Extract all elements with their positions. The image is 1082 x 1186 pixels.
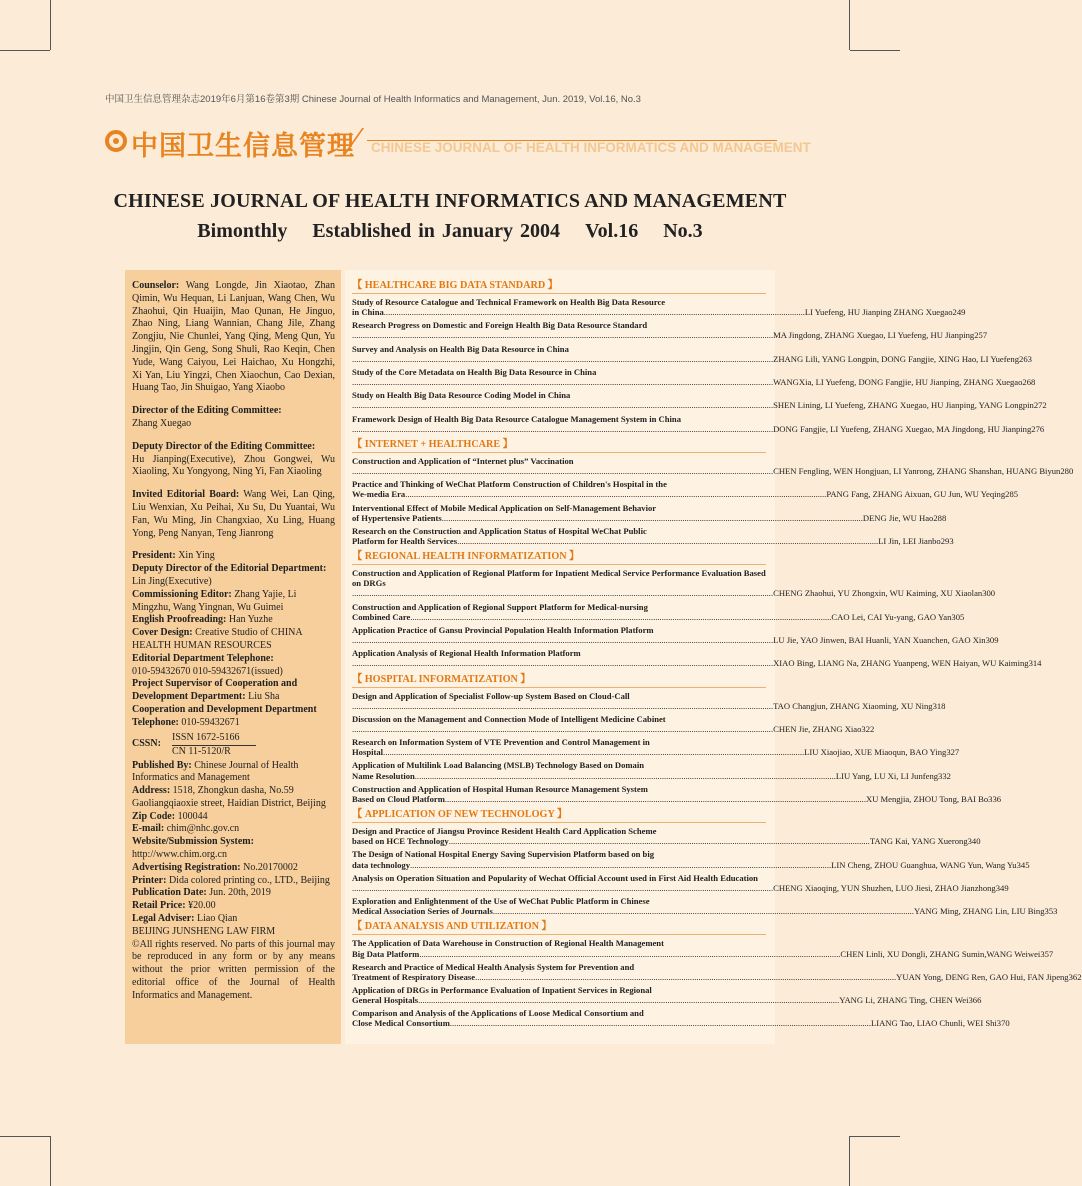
- article-byline: [352, 770, 951, 781]
- article-byline: [352, 377, 1036, 388]
- page-number: 293: [940, 535, 954, 546]
- article-title-tail[interactable]: Name Resolution: [352, 770, 415, 781]
- article-byline: [352, 1018, 1010, 1029]
- article-authors: CAO Lei, CAI Yu-yang, GAO Yan: [831, 611, 952, 622]
- crop-mark: [850, 50, 900, 51]
- toc-entry[interactable]: [352, 343, 1032, 364]
- toc-entry[interactable]: [352, 648, 1042, 669]
- toc-entry[interactable]: [352, 320, 988, 341]
- article-title-tail[interactable]: General Hospitals: [352, 995, 419, 1006]
- page-number: 370: [996, 1018, 1010, 1029]
- article-title[interactable]: Exploration and Enlightenment of the Use of WeChat Public Platform in Chinese: [352, 896, 650, 907]
- article-title[interactable]: Interventional Effect of Mobile Medical Application on Self-Management Behavior: [352, 502, 657, 513]
- toc-section-heading: 【 HEALTHCARE BIG DATA STANDARD 】: [352, 280, 766, 294]
- page-number: 336: [988, 793, 1002, 804]
- article-title[interactable]: Application of DRGs in Performance Evaluation of Inpatient Services in Regional: [352, 984, 652, 995]
- article-title-tail[interactable]: based on HCE Technology: [352, 836, 449, 847]
- toc-entry[interactable]: [352, 690, 946, 711]
- article-authors: CHEN Fengling, WEN Hongjuan, LI Yanrong, ZHANG Shanshan, HUANG Biyun: [773, 466, 1061, 477]
- page-number: 314: [1028, 658, 1042, 669]
- article-title[interactable]: Framework Design of Health Big Data Resource Catalogue Management System in China: [352, 413, 682, 424]
- article-authors: LI Jin, LEI Jianbo: [878, 535, 941, 546]
- article-title-tail[interactable]: Platform for Health Services: [352, 535, 458, 546]
- cooperation-telephone: Cooperation and Development Department Telephone: 010-59432671: [132, 703, 317, 728]
- cn-number: CN 11-5120/R: [172, 745, 256, 759]
- leader-dots: ....................................................................................................................................................................................................: [414, 770, 836, 781]
- running-head: 中国卫生信息管理杂志2019年6月第16卷第3期 Chinese Journal of Health Informatics and Management, Jun. 2019, Vol.16, No.3: [105, 94, 641, 105]
- crop-mark: [50, 1136, 51, 1186]
- article-authors: CHEN Jie, ZHANG Xiao: [773, 724, 862, 734]
- editorial-board: Invited Editorial Board: Wang Wei, Lan Qing, Liu Wenxian, Xu Peihai, Xu Su, Du Yuantai, Wu Fan, Wu Ming, Jin Changxiao, Xu Ling, Huang Yong, Peng Nanyan, Teng Jianrong: [132, 489, 336, 539]
- english-proofreading: English Proofreading: Han Yuzhe: [132, 614, 273, 626]
- leader-dots: ....................................................................................................................................................................................................: [410, 611, 832, 622]
- leader-dots: ....................................................................................................................................................................................................: [352, 353, 774, 364]
- article-byline: [352, 793, 1002, 804]
- article-title-tail[interactable]: Treatment of Respiratory Disease: [352, 971, 476, 982]
- article-authors: PANG Fang, ZHANG Aixuan, GU Jun, WU Yeqing: [826, 489, 1006, 500]
- article-byline: [352, 535, 954, 546]
- page-number: 263: [1019, 353, 1032, 364]
- page-number: 268: [1022, 377, 1036, 388]
- article-title-tail[interactable]: of Hypertensive Patients: [352, 512, 442, 523]
- leader-dots: ....................................................................................................................................................................................................: [457, 535, 879, 546]
- article-byline: [352, 995, 982, 1006]
- toc-entry[interactable]: [352, 826, 981, 847]
- leader-dots: ....................................................................................................................................................................................................: [405, 489, 827, 500]
- page-number: 362: [1068, 971, 1082, 982]
- established: Established in January 2004: [312, 220, 561, 242]
- article-byline: [352, 635, 999, 646]
- logo-chinese-name: 中国卫生信息管理: [131, 131, 355, 162]
- table-of-contents: [352, 280, 1082, 1029]
- website: Website/Submission System: http://www.chim.org.cn: [132, 836, 254, 861]
- article-title[interactable]: Survey and Analysis on Health Big Data Resource in China: [352, 343, 569, 354]
- toc-entry[interactable]: [352, 366, 1036, 388]
- article-authors: YUAN Yong, DENG Ren, GAO Hui, FAN Jipeng: [896, 971, 1069, 982]
- journal-subtitle: [0, 220, 900, 243]
- article-authors: LIANG Tao, LIAO Chunli, WEI Shi: [870, 1018, 997, 1029]
- leader-dots: ....................................................................................................................................................................................................: [352, 635, 774, 646]
- article-byline: [352, 700, 946, 711]
- toc-entry[interactable]: [352, 390, 1047, 411]
- leader-dots: ....................................................................................................................................................................................................: [352, 588, 774, 599]
- toc-section-heading: 【 HOSPITAL INFORMATIZATION 】: [352, 674, 766, 688]
- logo-mark-icon: [105, 130, 127, 152]
- toc-entry[interactable]: [352, 455, 1074, 477]
- printer: Printer: Dida colored printing co., LTD., Beijing: [132, 874, 330, 886]
- article-title[interactable]: Design and Practice of Jiangsu Province Resident Health Card Application Scheme: [352, 826, 657, 837]
- article-byline: [352, 948, 1054, 959]
- article-authors: ZHANG Lili, YANG Longpin, DONG Fangjie, XING Hao, LI Yuefeng: [773, 353, 1020, 364]
- page-number: 332: [938, 770, 951, 781]
- toc-entry[interactable]: [352, 737, 960, 758]
- leader-dots: ....................................................................................................................................................................................................: [352, 882, 774, 893]
- law-firm: BEIJING JUNSHENG LAW FIRM: [132, 925, 276, 937]
- article-authors: DENG Jie, WU Hao: [862, 512, 934, 523]
- article-authors: SHEN Lining, LI Yuefeng, ZHANG Xuegao, HU Jianping, YANG Longpin: [773, 400, 1034, 411]
- article-authors: YANG Ming, ZHANG Lin, LIU Bing: [913, 906, 1045, 917]
- article-title[interactable]: Practice and Thinking of WeChat Platform Construction of Children's Hospital in the: [352, 479, 667, 490]
- deputy-director: Deputy Director of the Editing Committee: Hu Jianping(Executive), Zhou Gongwei, Wu Xiaoling, Xu Yongyong, Ning Yi, Fan Xiaoling: [132, 440, 335, 478]
- article-title[interactable]: Construction and Application of Regional Platform for Inpatient Medical Service Performance Evaluation Based on DRGs: [352, 568, 766, 589]
- leader-dots: ....................................................................................................................................................................................................: [418, 995, 840, 1006]
- article-byline: [352, 906, 1058, 917]
- article-title[interactable]: Application of Multilink Load Balancing (MSLB) Technology Based on Domain: [352, 760, 645, 771]
- article-byline: [352, 330, 988, 341]
- leader-dots: ....................................................................................................................................................................................................: [448, 836, 870, 847]
- article-authors: LU Jie, YAO Jinwen, BAI Huanli, YAN Xuanchen, GAO Xin: [773, 635, 986, 646]
- toc-entry[interactable]: [352, 961, 1082, 982]
- masthead: [132, 280, 335, 1003]
- article-authors: YANG Li, ZHANG Ting, CHEN Wei: [839, 995, 969, 1006]
- leader-dots: ....................................................................................................................................................................................................: [352, 330, 774, 341]
- page-number: 249: [952, 307, 966, 318]
- article-title[interactable]: Research and Practice of Medical Health Analysis System for Prevention and: [352, 961, 635, 972]
- page-number: 305: [951, 611, 965, 622]
- toc-entry[interactable]: [352, 849, 1030, 870]
- article-title-tail[interactable]: Hospital: [352, 747, 384, 758]
- page-number: 366: [968, 995, 982, 1006]
- leader-dots: ....................................................................................................................................................................................................: [444, 793, 866, 804]
- toc-entry[interactable]: [352, 1008, 1010, 1029]
- article-byline: [352, 836, 981, 847]
- article-title[interactable]: Research on the Construction and Application Status of Hospital WeChat Public: [352, 525, 647, 536]
- page-number: 349: [995, 882, 1009, 893]
- commissioning-editor: Commissioning Editor: Zhang Yajie, Li Mingzhu, Wang Yingnan, Wu Guimei: [132, 588, 297, 613]
- leader-dots: ....................................................................................................................................................................................................: [410, 859, 832, 870]
- article-title-tail[interactable]: Combined Care: [352, 611, 411, 622]
- article-title-tail[interactable]: in China: [352, 307, 384, 318]
- article-authors: CHENG Zhaohui, YU Zhongxin, WU Kaiming, XU Xiaolan: [773, 588, 983, 599]
- page-number: 322: [861, 724, 875, 734]
- article-byline: [352, 747, 960, 758]
- toc-entry[interactable]: [352, 896, 1058, 917]
- leader-dots: ....................................................................................................................................................................................................: [352, 423, 774, 434]
- deputy-department-director: Deputy Director of the Editorial Department: Lin Jing(Executive): [132, 563, 327, 587]
- article-authors: TANG Kai, YANG Xuerong: [869, 836, 968, 847]
- article-title-tail[interactable]: Based on Cloud Platform: [352, 793, 445, 804]
- leader-dots: ....................................................................................................................................................................................................: [383, 747, 805, 758]
- article-title[interactable]: Research on Information System of VTE Prevention and Control Management in: [352, 737, 650, 748]
- article-title[interactable]: The Application of Data Warehouse in Construction of Regional Health Management: [352, 938, 664, 949]
- article-title[interactable]: Discussion on the Management and Connection Mode of Intelligent Medicine Cabinet: [352, 713, 666, 724]
- page-number: 345: [1016, 859, 1030, 870]
- crop-mark: [849, 0, 850, 50]
- article-authors: CHENG Xiaoqing, YUN Shuzhen, LUO Jiesi, ZHAO Jianzhong: [773, 882, 996, 893]
- article-title[interactable]: Construction and Application of “Internet plus” Vaccination: [352, 455, 574, 466]
- toc-entry[interactable]: [352, 568, 996, 599]
- article-byline: [352, 512, 947, 523]
- crop-mark: [850, 1136, 900, 1137]
- article-byline: [352, 971, 1082, 982]
- leader-dots: ....................................................................................................................................................................................................: [352, 377, 774, 388]
- page-number: 327: [946, 747, 960, 758]
- article-authors: LIU Xiaojiao, XUE Miaoqun, BAO Ying: [804, 747, 947, 758]
- page-number: 353: [1044, 906, 1058, 917]
- toc-entry[interactable]: [352, 502, 947, 523]
- rights-notice: ©All rights reserved. No parts of this journal may be reproduced in any form or by any means without the prior written permission of the editorial office of the Journal of Health Informatics and Management.: [132, 938, 335, 1001]
- toc-entry[interactable]: [352, 938, 1054, 959]
- toc-entry[interactable]: [352, 624, 999, 646]
- page-number: 340: [967, 836, 981, 847]
- article-title[interactable]: The Design of National Hospital Energy Saving Supervision Platform based on big: [352, 849, 655, 860]
- frequency: Bimonthly: [197, 220, 288, 242]
- department-telephone: Editorial Department Telephone: 010-59432670 010-59432671(issued): [132, 652, 283, 677]
- article-title-tail[interactable]: Close Medical Consortium: [352, 1018, 450, 1029]
- journal-title: CHINESE JOURNAL OF HEALTH INFORMATICS AND MANAGEMENT: [113, 190, 787, 212]
- leader-dots: ....................................................................................................................................................................................................: [441, 512, 863, 523]
- page-number: 288: [933, 512, 947, 523]
- leader-dots: ....................................................................................................................................................................................................: [419, 948, 841, 959]
- toc-entry[interactable]: [352, 872, 1009, 893]
- crop-mark: [50, 0, 51, 50]
- article-authors: LIN Cheng, ZHOU Guanghua, WANG Yun, Wang Yu: [831, 859, 1017, 870]
- leader-dots: ....................................................................................................................................................................................................: [475, 971, 897, 982]
- toc-section-heading: 【 APPLICATION OF NEW TECHNOLOGY 】: [352, 809, 766, 823]
- toc-entry[interactable]: [352, 984, 982, 1006]
- article-authors: XIAO Bing, LIANG Na, ZHANG Yuanpeng, WEN Haiyan, WU Kaiming: [773, 658, 1029, 669]
- article-byline: [352, 859, 1030, 870]
- toc-entry[interactable]: [352, 525, 954, 546]
- article-title[interactable]: Research Progress on Domestic and Foreign Health Big Data Resource Standard: [352, 320, 648, 331]
- toc-entry[interactable]: [352, 413, 1045, 434]
- article-title[interactable]: Comparison and Analysis of the Applications of Loose Medical Consortium and: [352, 1008, 644, 1019]
- article-byline: [352, 882, 1009, 893]
- cssn-block: [132, 732, 335, 758]
- counselor: Counselor: Wang Longde, Jin Xiaotao, Zhan Qimin, Wu Hequan, Li Lanjuan, Wang Chen, Wu Zhaohui, Qin Huaijin, Mao Qunan, He Jinguo, Zhao Ning, Liang Wannian, Chang Jile, Zhang Zongjiu, Nie Chunlei, Yang Qing, Meng Qun, Yu Jingjin, Qin Geng, Song Shuli, Rao Keqin, Chen Yude, Wang Caiyou, Lei Haichao, Xu Hongzhi, Xi Yan, Liu Yingzi, Chen Xiaochun, Cao Dexian, Huang Tao, Jin Shuigao, Yang Xiaobo: [132, 280, 335, 394]
- page-number: 285: [1005, 489, 1019, 500]
- page-number: 257: [974, 330, 988, 341]
- president: President: Xin Ying: [132, 550, 215, 562]
- leader-dots: ....................................................................................................................................................................................................: [492, 906, 914, 917]
- cover-design: Cover Design: Creative Studio of CHINA HEALTH HUMAN RESOURCES: [132, 627, 303, 651]
- toc-entry[interactable]: [352, 783, 1002, 804]
- article-byline: [352, 400, 1047, 411]
- leader-dots: ....................................................................................................................................................................................................: [352, 658, 774, 669]
- article-byline: [352, 489, 1019, 500]
- article-authors: WANGXia, LI Yuefeng, DONG Fangjie, HU Jianping, ZHANG Xuegao: [773, 377, 1023, 388]
- article-authors: DONG Fangjie, LI Yuefeng, ZHANG Xuegao, MA Jingdong, HU Jianping: [773, 423, 1032, 434]
- article-byline: [352, 611, 965, 622]
- article-byline: [352, 724, 875, 734]
- leader-dots: ....................................................................................................................................................................................................: [383, 307, 805, 318]
- crop-mark: [0, 1136, 50, 1137]
- article-authors: MA Jingdong, ZHANG Xuegao, LI Yuefeng, HU Jianping: [773, 330, 975, 341]
- page-number: 309: [985, 635, 999, 646]
- article-byline: [352, 423, 1045, 434]
- leader-dots: ....................................................................................................................................................................................................: [352, 724, 774, 734]
- email: E-mail: chim@nhc.gov.cn: [132, 823, 240, 835]
- article-byline: [352, 353, 1032, 364]
- article-title[interactable]: Study of Resource Catalogue and Technical Framework on Health Big Data Resource: [352, 297, 666, 307]
- toc-entry[interactable]: [352, 713, 875, 734]
- page-number: 280: [1060, 466, 1074, 477]
- leader-dots: ....................................................................................................................................................................................................: [449, 1018, 871, 1029]
- article-authors: LIU Yang, LU Xi, LI Junfeng: [835, 770, 939, 781]
- toc-entry[interactable]: [352, 760, 951, 781]
- article-authors: XU Mengjia, ZHOU Tong, BAI Bo: [865, 793, 989, 804]
- article-title[interactable]: Study on Health Big Data Resource Coding Model in China: [352, 390, 571, 401]
- publication-date: Publication Date: Jun. 20th, 2019: [132, 887, 271, 899]
- publisher: Published By: Chinese Journal of Health Informatics and Management: [132, 759, 299, 784]
- director: Director of the Editing Committee: Zhang Xuegao: [132, 405, 282, 429]
- legal-adviser: Legal Adviser: Liao Qian: [132, 913, 238, 925]
- article-byline: [352, 588, 996, 599]
- article-title[interactable]: Construction and Application of Regional Support Platform for Medical-nursing: [352, 601, 648, 612]
- issn: ISSN 1672-5166: [172, 731, 240, 743]
- volume: Vol.16: [585, 220, 639, 242]
- retail-price: Retail Price: ¥20.00: [132, 900, 216, 912]
- article-title[interactable]: Design and Application of Specialist Follow-up System Based on Cloud-Call: [352, 690, 630, 701]
- article-authors: TAO Changjun, ZHANG Xiaoming, XU Ning: [773, 700, 933, 711]
- toc-entry[interactable]: [352, 601, 965, 622]
- crop-mark: [0, 50, 50, 51]
- article-title-tail[interactable]: We-media Era: [352, 489, 406, 500]
- page-number: 300: [982, 588, 996, 599]
- toc-section-heading: 【 DATA ANALYSIS AND UTILIZATION 】: [352, 921, 766, 935]
- toc-section-heading: 【 INTERNET + HEALTHCARE 】: [352, 439, 766, 453]
- article-authors: CHEN Linli, XU Dongli, ZHANG Sumin,WANG Weiwei: [840, 948, 1041, 959]
- article-title-tail[interactable]: Big Data Platform: [352, 948, 420, 959]
- article-title[interactable]: Analysis on Operation Situation and Popularity of Wechat Official Account used in First Aid Health Education: [352, 872, 758, 883]
- article-title-tail[interactable]: data technology: [352, 859, 411, 870]
- address: Address: 1518, Zhongkun dasha, No.59 Gaoliangqiaoxie street, Haidian District, Beijing: [132, 785, 326, 809]
- issue-number: No.3: [663, 220, 703, 242]
- zip-code: Zip Code: 100044: [132, 810, 208, 822]
- article-authors: LI Yuefeng, HU Jianping ZHANG Xuegao: [804, 307, 953, 318]
- article-title[interactable]: Construction and Application of Hospital Human Resource Management System: [352, 783, 648, 794]
- page-number: 357: [1040, 948, 1054, 959]
- page-number: 318: [932, 700, 946, 711]
- article-title-tail[interactable]: Medical Association Series of Journals: [352, 906, 493, 917]
- project-supervisor: Project Supervisor of Cooperation and Development Department: Liu Sha: [132, 678, 298, 703]
- article-title[interactable]: Study of the Core Metadata on Health Big Data Resource in China: [352, 366, 597, 377]
- journal-logo: [105, 126, 811, 162]
- crop-mark: [849, 1136, 850, 1186]
- article-title[interactable]: Application Practice of Gansu Provincial Population Health Information Platform: [352, 624, 654, 635]
- toc-section-heading: 【 REGIONAL HEALTH INFORMATIZATION 】: [352, 551, 766, 565]
- toc-entry[interactable]: [352, 297, 966, 318]
- page-number: 272: [1033, 400, 1047, 411]
- leader-dots: ....................................................................................................................................................................................................: [352, 400, 774, 411]
- article-byline: [352, 658, 1042, 669]
- leader-dots: ....................................................................................................................................................................................................: [352, 700, 774, 711]
- article-byline: [352, 307, 966, 318]
- leader-dots: ....................................................................................................................................................................................................: [352, 466, 774, 477]
- cssn-label: CSSN:: [132, 737, 161, 749]
- toc-entry[interactable]: [352, 479, 1019, 500]
- page-number: 276: [1031, 423, 1045, 434]
- advertising-registration: Advertising Registration: No.20170002: [132, 861, 298, 873]
- article-byline: [352, 466, 1074, 477]
- logo-english-name: CHINESE JOURNAL OF HEALTH INFORMATICS AND MANAGEMENT: [371, 140, 811, 155]
- article-title[interactable]: Application Analysis of Regional Health Information Platform: [352, 648, 581, 659]
